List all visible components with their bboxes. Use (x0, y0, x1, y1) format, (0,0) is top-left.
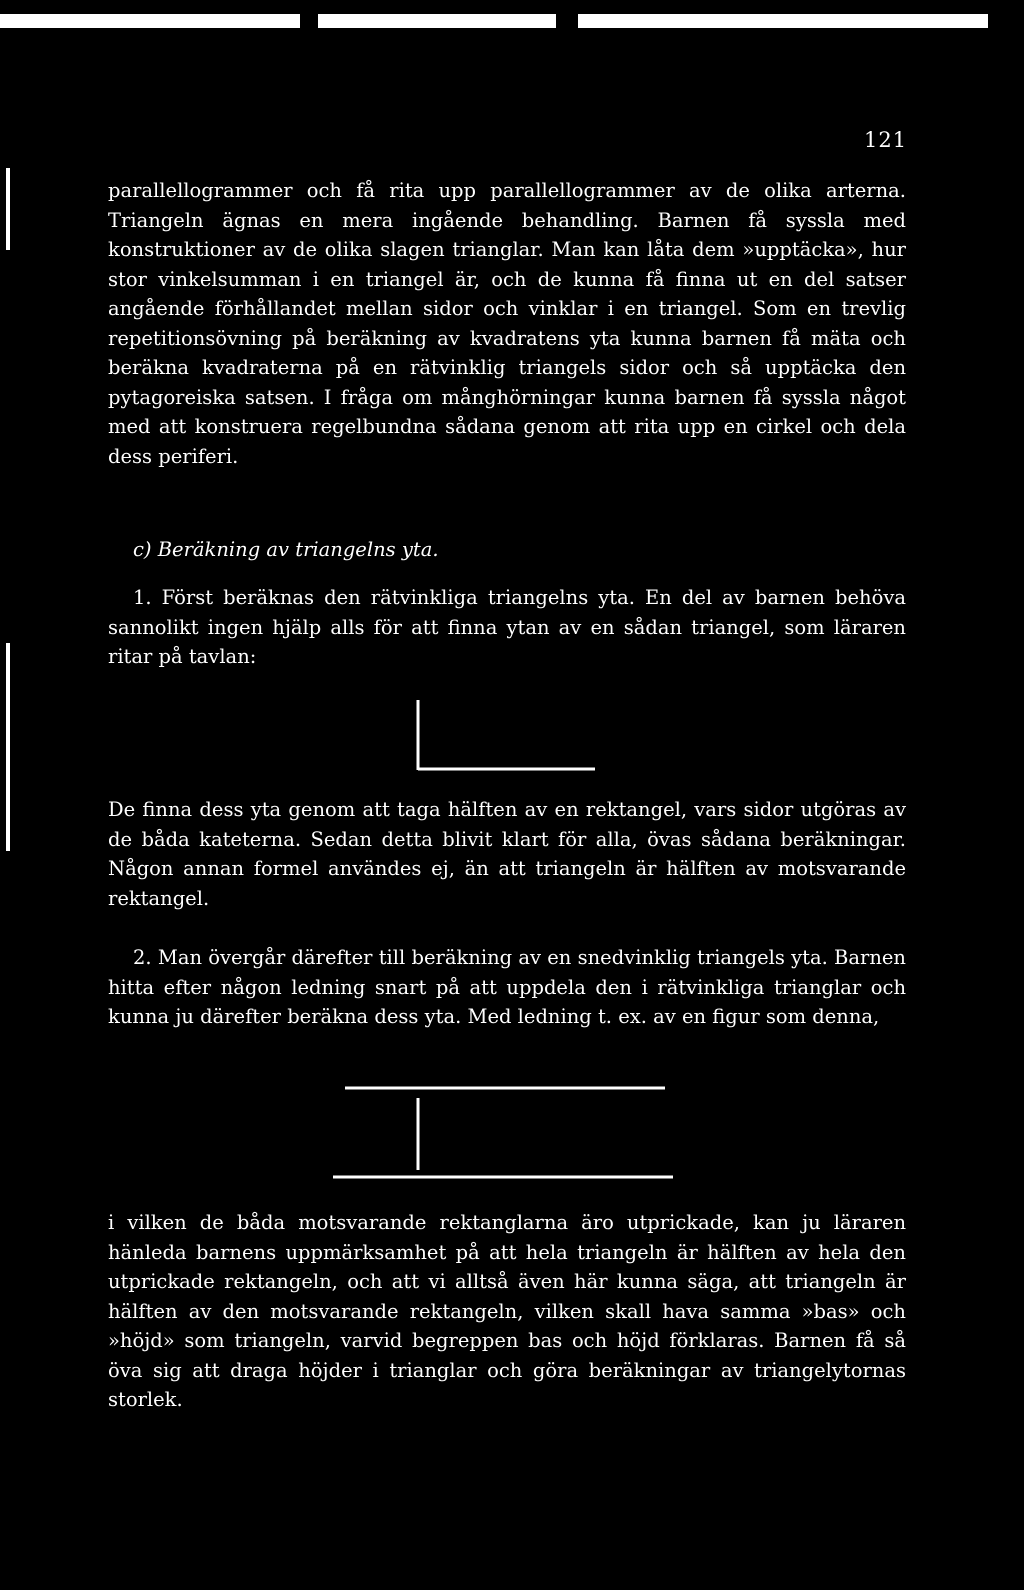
page-number: 121 (864, 128, 908, 152)
paragraph-3: De finna dess yta genom att taga hälften av en rektangel, vars sidor utgöras av de båda kateterna. Sedan detta blivit klart för alla, övas sådana beräkningar. Någon annan formel användes ej, än att triangeln är hälften av motsvarande rektangel. (108, 798, 906, 910)
section-heading: c) Beräkning av triangelns yta. (133, 538, 439, 561)
right-triangle-figure (418, 700, 595, 770)
oblique-triangle-figure (333, 1088, 673, 1177)
paragraph-4: 2. Man övergår därefter till beräkning av en snedvinklig triangels yta. Barnen hitta efter någon ledning snart på att uppdela den i rätvinkliga trianglar och kunna ju därefter beräkna dess yta. Med ledning t. ex. av en figur som denna, (108, 946, 906, 1028)
paragraph-1: parallellogrammer och få rita upp parallellogrammer av de olika arterna. Triangeln ägnas en mera ingående behandling. Barnen få syssla med konstruktioner av de olika slagen trianglar. Man kan låta dem »upptäcka», hur stor vinkelsumman i en triangel är, och de kunna få finna ut en del satser angående förhållandet mellan sidor och vinklar i en triangel. Som en trevlig repetitionsövning på beräkning av kvadratens yta kunna barnen få mäta och beräkna kvadraterna på en rätvinklig triangels sidor och så upptäcka den pytagoreiska satsen. I fråga om månghörningar kunna barnen få syssla något med att konstruera regelbundna sådana genom att rita upp en cirkel och dela dess periferi. (108, 179, 906, 468)
paragraph-2: 1. Först beräknas den rätvinkliga triangelns yta. En del av barnen behöva sannolikt ingen hjälp alls för att finna ytan av en sådan triangel, som läraren ritar på tavlan: (108, 586, 906, 668)
paragraph-5: i vilken de båda motsvarande rektanglarna äro utprickade, kan ju läraren hänleda barnens uppmärksamhet på att hela triangeln är hälften av hela den utprickade rektangeln, och att vi alltså även här kunna säga, att triangeln är hälften av den motsvarande rektangeln, vilken skall hava samma »bas» och »höjd» som triangeln, varvid begreppen bas och höjd förklaras. Barnen få så öva sig att draga höjder i trianglar och göra beräkningar av triangelytornas storlek. (108, 1211, 906, 1411)
